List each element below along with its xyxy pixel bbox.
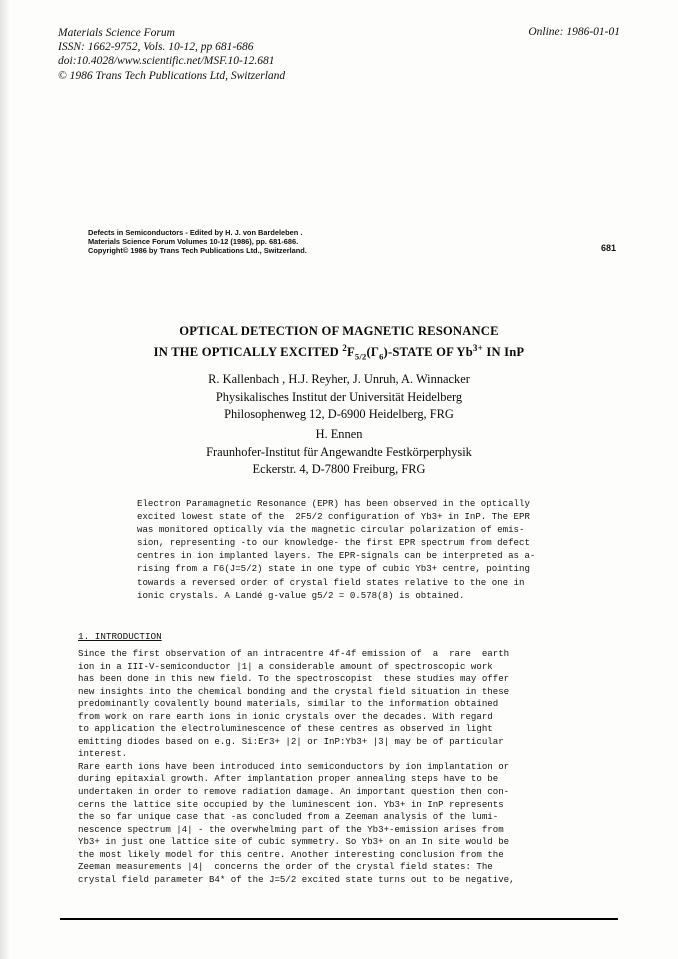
page-title	[0, 323, 678, 365]
publication-copyright: © 1986 Trans Tech Publications Ltd, Switzerland	[58, 69, 286, 82]
title-line-2-d: )-STATE OF Yb	[383, 344, 473, 359]
author-names-heidelberg: R. Kallenbach , H.J. Reyher, J. Unruh, A. Winnacker	[208, 372, 470, 386]
body-line: crystal field parameter B4* of the J=5/2 excited state turns out to be negative,	[78, 873, 515, 885]
copyright-strip-line-3: Copyright© 1986 by Trans Tech Publications Ltd., Switzerland.	[88, 246, 307, 256]
copyright-strip-line-1: Defects in Semiconductors - Edited by H. J. von Bardeleben .	[88, 228, 303, 237]
scan-edge-shadow	[0, 0, 10, 959]
copyright-strip	[88, 228, 508, 256]
title-subscript-five-halves: 5/2	[354, 351, 367, 362]
footer-rule	[60, 918, 618, 920]
abstract-line: rising from a Γ6(J=5/2) state in one type of cubic Yb3+ centre, pointing	[137, 563, 530, 575]
body-line: nescence spectrum |4| - the overwhelming part of the Yb3+-emission arises from	[78, 823, 504, 835]
body-line: Rare earth ions have been introduced into semiconductors by ion implantation or	[78, 760, 510, 772]
body-line: Zeeman measurements |4| concerns the order of the crystal field states: The	[78, 861, 493, 873]
title-symbol-f: F	[347, 344, 355, 359]
body-line: undertaken in order to remove radiation damage. An important question then con-	[78, 786, 510, 798]
abstract-line: excited lowest state of the 2F5/2 configuration of Yb3+ in InP. The EPR	[137, 511, 530, 523]
affiliation-address-heidelberg: Philosophenweg 12, D-6900 Heidelberg, FRG	[224, 407, 454, 421]
author-block-heidelberg	[0, 371, 678, 424]
publication-journal: Materials Science Forum	[58, 27, 175, 39]
abstract-line: sion, representing -to our knowledge- the first EPR spectrum from defect	[137, 537, 530, 549]
body-line: from work on rare earth ions in ionic crystals over the decades. With regard	[78, 710, 493, 722]
body-line: the so far unique case that -as concluded from a Zeeman analysis of the lumi-	[78, 811, 499, 823]
body-line: during epitaxial growth. After implantation proper annealing steps have to be	[78, 773, 499, 785]
page-number: 681	[600, 243, 616, 253]
title-line-1: OPTICAL DETECTION OF MAGNETIC RESONANCE	[179, 324, 499, 338]
title-superscript-2: 2	[342, 342, 347, 353]
affiliation-institute-freiburg: Fraunhofer-Institut für Angewandte Festkörperphysik	[206, 444, 472, 459]
body-line: emitting diodes based on e.g. Si:Er3+ |2| or InP:Yb3+ |3| may be of particular	[78, 735, 504, 747]
title-paren-open: (	[366, 344, 371, 359]
body-line: new insights into the chemical bonding and the crystal field situation in these	[78, 685, 510, 697]
abstract-line: was monitored optically via the magnetic circular polarization of emis-	[137, 524, 525, 536]
author-names-freiburg: H. Ennen	[315, 427, 363, 441]
title-gamma-symbol: Γ	[370, 344, 380, 359]
title-line-2-a: IN THE OPTICALLY EXCITED	[153, 344, 343, 359]
online-date: Online: 1986-01-01	[528, 26, 620, 38]
affiliation-address-freiburg: Eckerstr. 4, D-7800 Freiburg, FRG	[252, 462, 426, 476]
title-superscript-three-plus: 3+	[472, 342, 484, 353]
publication-issn: ISSN: 1662-9752, Vols. 10-12, pp 681-686	[58, 41, 254, 54]
abstract-line: towards a reversed order of crystal field states relative to the one in	[137, 576, 525, 588]
body-line: Since the first observation of an intracentre 4f-4f emission of a rare earth	[78, 648, 510, 659]
body-line: Yb3+ in just one lattice site of cubic symmetry. So Yb3+ on an In site would be	[78, 836, 510, 848]
title-line-2-e: IN InP	[483, 344, 525, 359]
abstract-line: Electron Paramagnetic Resonance (EPR) has been observed in the optically	[137, 498, 530, 509]
body-line: interest.	[78, 748, 128, 760]
body-line: has been done in this new field. To the spectroscopist these studies may offer	[78, 673, 510, 685]
title-line-2	[0, 340, 678, 365]
abstract-line: ionic crystals. A Landé g-value g5/2 = 0.578(8) is obtained.	[137, 589, 465, 601]
body-line: predominantly covalently bound materials, similar to the information obtained	[78, 698, 499, 710]
abstract-line: centres in ion implanted layers. The EPR-signals can be interpreted as a-	[137, 550, 536, 562]
body-line: to application the electroluminescence of these centres as observed in light	[78, 723, 493, 735]
body-line: ion in a III-V-semiconductor |1| a considerable amount of spectroscopic work	[78, 660, 493, 672]
body-line: the most likely model for this centre. Another interesting conclusion from the	[78, 848, 504, 860]
body-line: cerns the lattice site occupied by the luminescent ion. Yb3+ in InP represents	[78, 798, 504, 810]
title-subscript-six: 6	[379, 351, 384, 362]
affiliation-institute-heidelberg: Physikalisches Institut der Universität Heidelberg	[215, 389, 463, 404]
publication-doi: doi:10.4028/www.scientific.net/MSF.10-12.681	[58, 55, 275, 68]
body-text-introduction	[78, 648, 602, 886]
copyright-strip-line-2: Materials Science Forum Volumes 10-12 (1986), pp. 681-686.	[88, 237, 299, 247]
author-block-freiburg	[0, 426, 678, 479]
abstract	[137, 497, 584, 602]
section-heading-introduction: 1. INTRODUCTION	[78, 631, 162, 642]
